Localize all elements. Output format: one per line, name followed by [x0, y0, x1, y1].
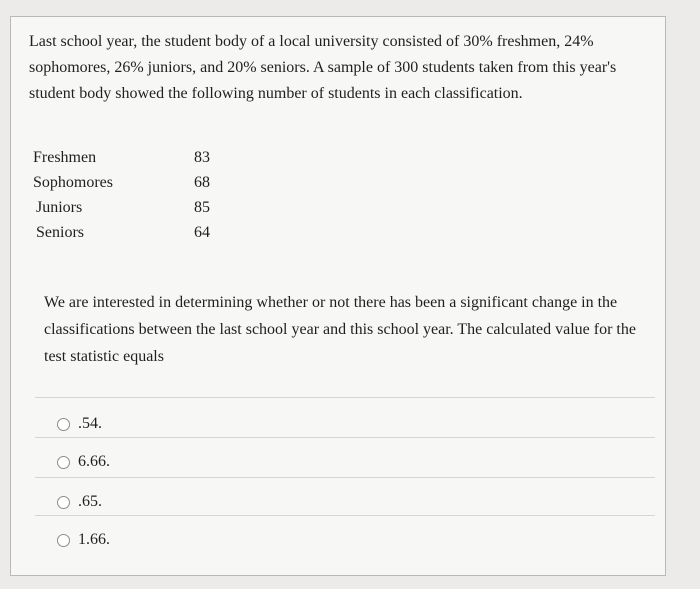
divider — [35, 397, 655, 398]
radio-button-icon[interactable] — [57, 418, 70, 431]
table-row — [33, 220, 234, 245]
classification-label: Freshmen — [33, 148, 97, 166]
divider — [35, 515, 655, 516]
divider — [35, 437, 655, 438]
classification-count: 85 — [194, 198, 210, 216]
classification-label: Seniors — [36, 223, 84, 241]
answer-option-label: .54. — [78, 415, 102, 432]
answer-option-1[interactable] — [57, 415, 102, 433]
radio-button-icon[interactable] — [57, 496, 70, 509]
classification-label: Sophomores — [33, 173, 113, 191]
radio-button-icon[interactable] — [57, 534, 70, 547]
answer-option-label: 1.66. — [78, 531, 110, 548]
table-row — [33, 170, 234, 195]
question-intro: Last school year, the student body of a local university consisted of 30% freshmen, 24% sophomores, 26% juniors, and 20% seniors. A sample of 300 students taken from this year's student body showed the following number of students in each classification. — [29, 33, 617, 102]
answer-option-4[interactable] — [57, 531, 110, 549]
table-row — [33, 195, 234, 220]
answer-option-2[interactable] — [57, 453, 110, 471]
classification-table — [33, 145, 234, 245]
classification-count: 64 — [194, 223, 210, 241]
classification-label: Juniors — [36, 198, 83, 216]
answer-option-label: .65. — [78, 493, 102, 510]
classification-count: 83 — [194, 148, 210, 166]
table-row — [33, 145, 234, 170]
question-card — [10, 16, 666, 576]
divider — [35, 477, 655, 478]
answer-option-3[interactable] — [57, 493, 102, 511]
answer-option-label: 6.66. — [78, 453, 110, 470]
classification-count: 68 — [194, 173, 210, 191]
radio-button-icon[interactable] — [57, 456, 70, 469]
question-prompt: We are interested in determining whether or not there has been a significant change in the classifications between the last school year and this school year. The calculated value for the test statistic equals — [44, 294, 636, 365]
